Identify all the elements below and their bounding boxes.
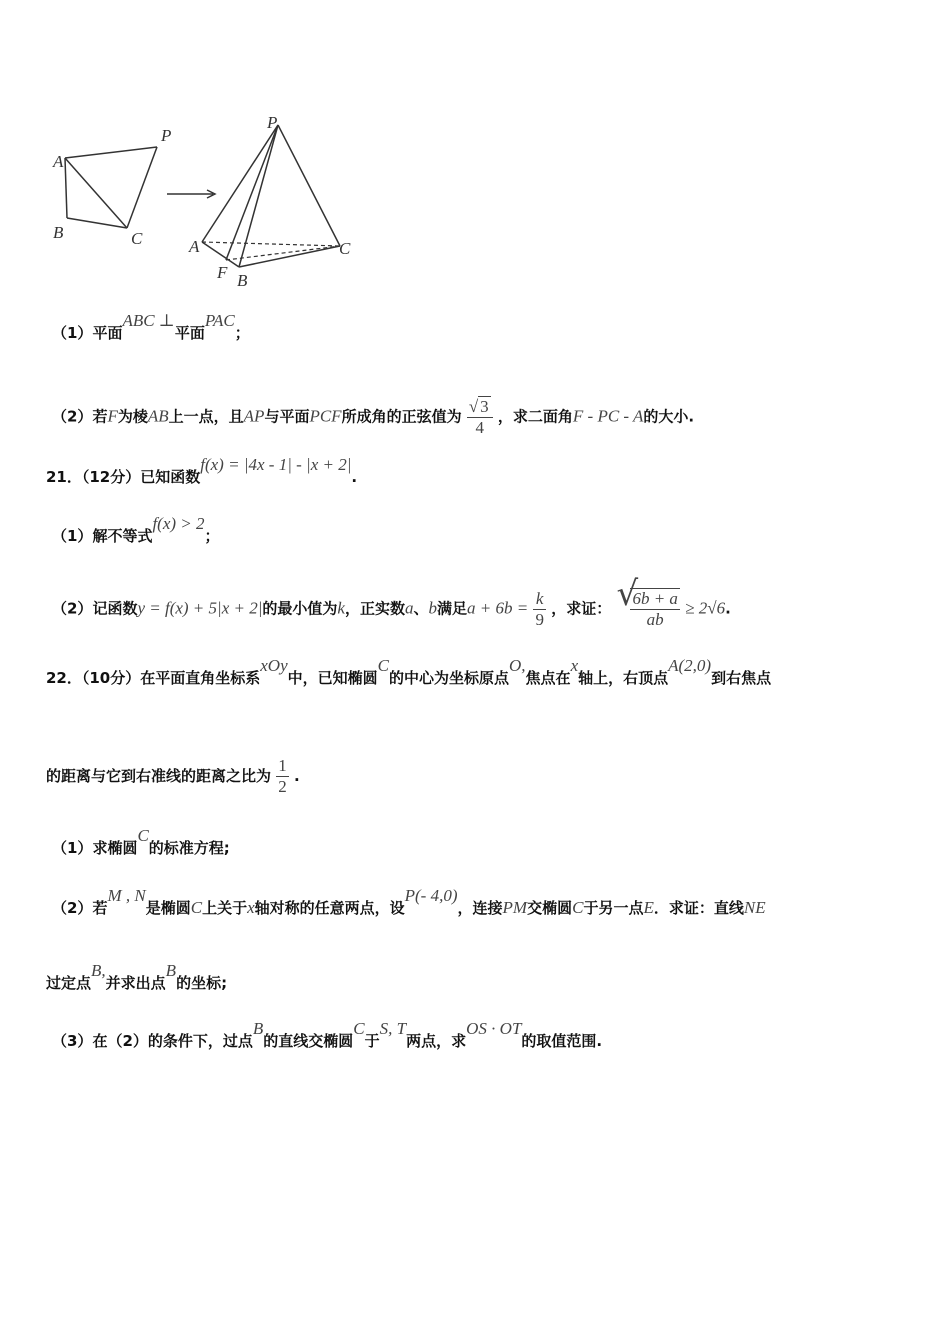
q22-part3: （3）在（2）的条件下，过点B的直线交椭圆C于S, T两点，求OS · OT的取值范围. bbox=[52, 1019, 603, 1050]
q20-part1: （1）平面ABC ⊥平面PAC； bbox=[52, 311, 250, 342]
geometry-figure bbox=[45, 110, 365, 295]
fraction-sqrt3-over-4: $\frac{√ 3}{4}$ bbox=[467, 396, 493, 438]
q21-part2: （2）记函数y = f(x) + 5|x + 2|的最小值为k，正实数a、b满足a + 6b = $\frac{k}{9}$ ，求证： √ $\frac{6b + a}{ab}$ ≥ 2√6. bbox=[52, 574, 731, 629]
label-P-left: P bbox=[161, 126, 172, 145]
q20-part2: （2）若F为棱AB上一点，且AP与平面PCF所成角的正弦值为 $\frac{√ 3}{4}$ ，求二面角F - PC - A的大小. bbox=[52, 397, 695, 437]
label-C-right: C bbox=[339, 239, 351, 258]
sqrt-expression: √ $\frac{6b + a}{ab}$ bbox=[616, 574, 678, 629]
q22-heading: 22．（10分）在平面直角坐标系xOy中，已知椭圆C的中心为坐标原点O,焦点在x轴上，右顶点A(2,0)到右焦点 bbox=[46, 656, 772, 687]
label-B-right: B bbox=[237, 271, 248, 290]
label-A-right: A bbox=[189, 237, 200, 256]
q22-heading-cont: 的距离与它到右准线的距离之比为 $\frac{1}{2}$ . bbox=[46, 756, 300, 796]
label-C-left: C bbox=[131, 229, 143, 248]
label-A-left: A bbox=[53, 152, 64, 171]
label-B-left: B bbox=[53, 223, 64, 242]
label-P-right: P bbox=[267, 113, 278, 132]
q21-heading: 21．（12分）已知函数f(x) = |4x - 1| - |x + 2|. bbox=[46, 455, 358, 486]
q22-part2: （2）若M , N是椭圆C上关于x轴对称的任意两点，设P(- 4,0)，连接PM交椭圆C于另一点E．求证：直线NE bbox=[52, 886, 766, 917]
label-F-right: F bbox=[217, 263, 228, 282]
fraction-1-over-2: $\frac{1}{2}$ bbox=[278, 756, 287, 796]
q21-part1: （1）解不等式f(x) > 2； bbox=[52, 514, 220, 545]
q22-part1: （1）求椭圆C的标准方程; bbox=[52, 826, 230, 857]
fraction-k-over-9: $\frac{k}{9}$ bbox=[535, 588, 544, 629]
q22-part2-cont: 过定点B,并求出点B的坐标; bbox=[46, 961, 228, 992]
